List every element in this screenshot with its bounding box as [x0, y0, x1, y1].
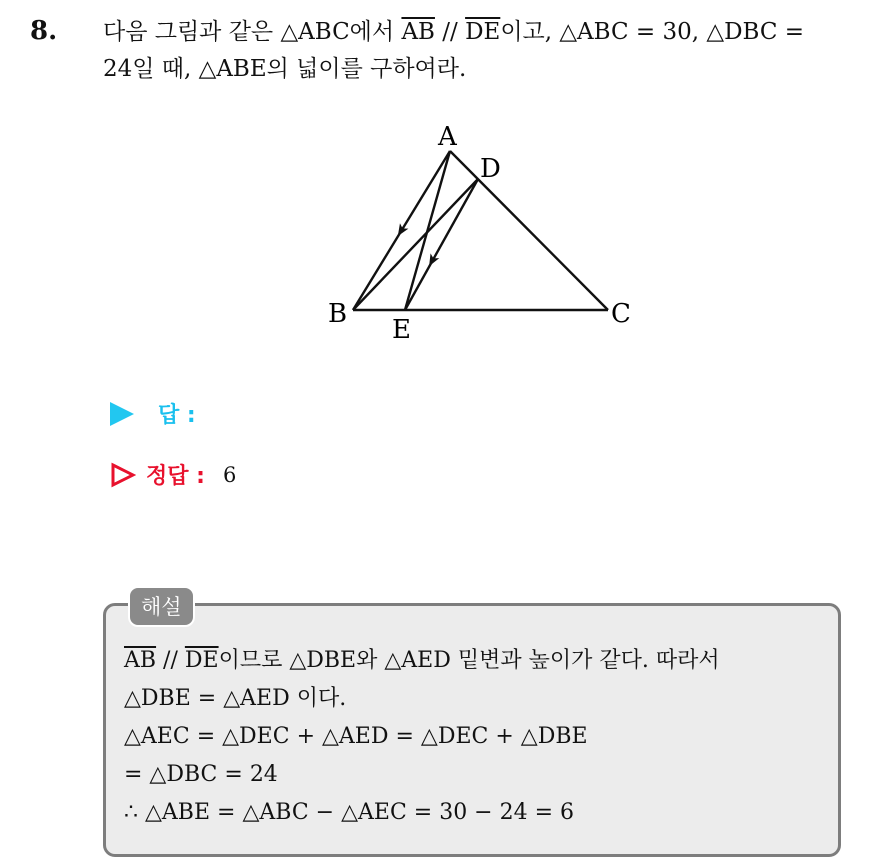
- question-line-1: [103, 14, 873, 51]
- question-number: 8.: [30, 16, 58, 46]
- triangle-figure: [320, 120, 650, 350]
- point-label-b: B: [328, 299, 348, 329]
- parallel-symbol: //: [434, 19, 466, 45]
- side-ab: [353, 151, 450, 310]
- solution-line-1: [124, 642, 720, 680]
- solution-line-3: △AEC = △DEC + △AED = △DEC + △DBE: [124, 724, 588, 749]
- question-line-2: 24일 때, △ABE의 넓이를 구하여라.: [103, 56, 467, 82]
- question-text: [103, 14, 873, 88]
- segment-ab: $\overline{AB}$: [401, 19, 435, 45]
- point-label-c: C: [611, 299, 631, 329]
- correct-answer-value: 6: [222, 462, 237, 487]
- solution-parallel-symbol: //: [156, 648, 185, 673]
- correct-answer-row: [110, 459, 236, 490]
- solution-line-4: = △DBC = 24: [124, 762, 278, 787]
- question-line-1-start: 다음 그림과 같은 △ABC에서: [103, 19, 402, 45]
- solution-line-1-rest: 이므로 △DBE와 △AED 밑변과 높이가 같다. 따라서: [218, 648, 720, 673]
- solution-line-2: △DBE = △AED 이다.: [124, 686, 347, 711]
- solution-tag: 해설: [128, 586, 195, 627]
- triangle-outline-icon: [110, 462, 136, 488]
- solution-text: [124, 642, 720, 832]
- solution-line-5: ∴ △ABE = △ABC − △AEC = 30 − 24 = 6: [124, 800, 575, 825]
- point-label-a: A: [438, 122, 457, 152]
- answer-row: [110, 398, 196, 429]
- question-line-1-end: 이고, △ABC = 30, △DBC =: [500, 19, 805, 45]
- segment-de: $\overline{DE}$: [465, 19, 501, 45]
- solution-segment-ab: $\overline{AB}$: [124, 648, 157, 673]
- point-label-d: D: [480, 154, 501, 184]
- triangle-play-icon: [110, 402, 134, 426]
- correct-answer-label: 정답 :: [146, 464, 205, 489]
- side-ac: [450, 151, 608, 310]
- solution-segment-de: $\overline{DE}$: [184, 648, 219, 673]
- point-label-e: E: [392, 315, 411, 345]
- answer-label: 답 :: [158, 403, 196, 428]
